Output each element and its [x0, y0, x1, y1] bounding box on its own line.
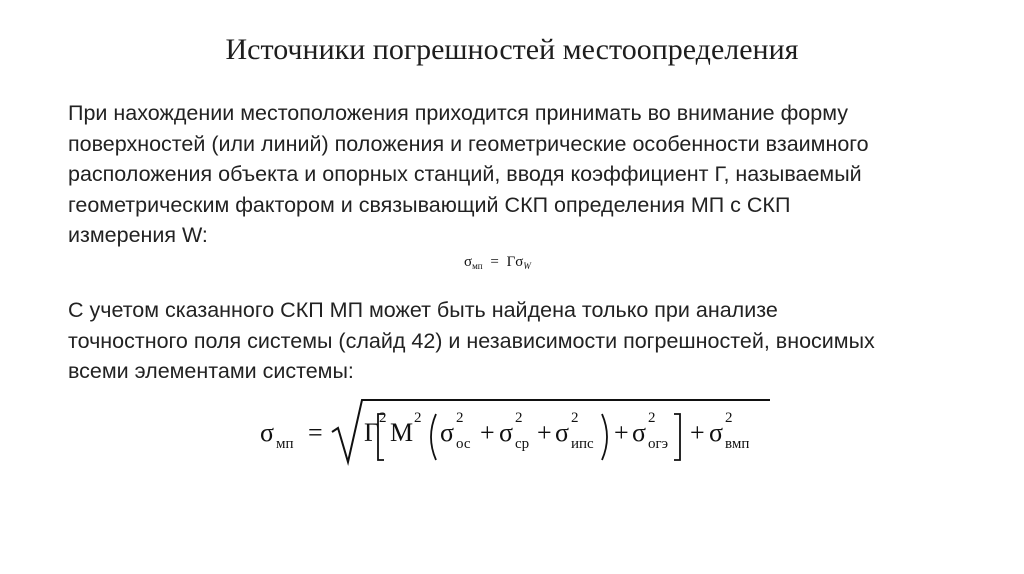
text-line: При нахождении местоположения приходится принимать во внимание форму [68, 101, 848, 125]
formula-plus: + [537, 418, 552, 447]
text-line: расположения объекта и опорных станций, вводя коэффициент Г, называемый [68, 162, 862, 186]
text-line: всеми элементами системы: [68, 359, 354, 383]
formula-m: M [390, 418, 414, 447]
formula-superscript: 2 [648, 410, 656, 426]
formula-sigma: σ [440, 418, 455, 447]
paragraph-accuracy-field [68, 295, 968, 387]
formula-sigma: σ [709, 418, 724, 447]
formula-superscript: 2 [571, 410, 579, 426]
formula-subscript: ос [456, 436, 471, 452]
formula-subscript: огэ [648, 436, 669, 452]
text-line: геометрическим фактором и связывающий СКП определения МП с СКП [68, 192, 791, 217]
formula-plus: + [614, 418, 629, 447]
formula-superscript: 2 [725, 410, 733, 426]
formula-subscript: мп [472, 261, 483, 271]
formula-subscript: мп [276, 436, 294, 452]
formula-superscript: 2 [515, 410, 523, 426]
formula-sigma: σ [464, 254, 473, 270]
formula-superscript: 2 [414, 410, 422, 426]
formula-subscript: ипс [571, 436, 594, 452]
formula-equals: = [490, 254, 499, 270]
text-line: измерения W: [68, 223, 208, 247]
paragraph-geometric-factor [68, 98, 968, 251]
slide-title: Источники погрешностей местоопределения [225, 33, 799, 66]
formula-geometric-factor [464, 254, 531, 271]
formula-sigma: σ [632, 418, 647, 447]
formula-equals: = [308, 418, 323, 447]
formula-superscript: 2 [456, 410, 464, 426]
formula-factor: Γσ [506, 254, 524, 270]
formula-superscript: 2 [379, 410, 387, 426]
text-line: С учетом сказанного СКП МП может быть найдена только при анализе [68, 298, 778, 322]
formula-gamma: Γ [364, 418, 380, 447]
formula-sigma: σ [555, 418, 570, 447]
formula-sigma: σ [499, 418, 514, 447]
formula-subscript: вмп [725, 436, 750, 452]
formula-plus: + [690, 418, 705, 447]
formula-subscript: W [523, 261, 531, 271]
text-line: поверхностей (или линий) положения и геометрические особенности взаимного [68, 131, 869, 156]
formula-plus: + [480, 418, 495, 447]
formula-total-error [258, 396, 778, 468]
formula-subscript: ср [515, 436, 530, 452]
formula-sigma: σ [260, 418, 275, 447]
text-line: точностного поля системы (слайд 42) и независимости погрешностей, вносимых [68, 328, 875, 353]
